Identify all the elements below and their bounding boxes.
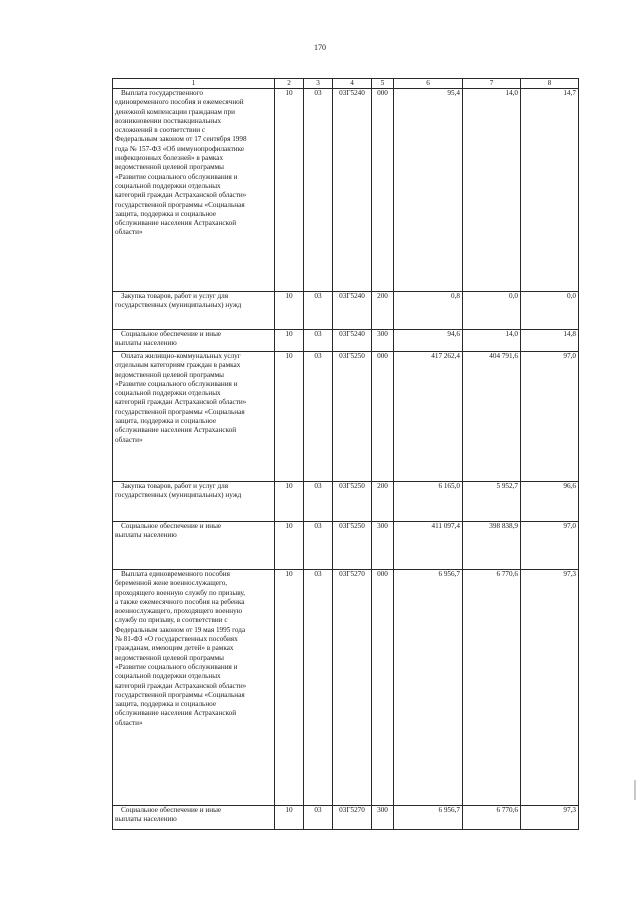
value-col-8: 97,0 [521,522,579,570]
value-col-6: 411 097,4 [394,522,463,570]
value-col-8: 14,8 [521,330,579,352]
target-article-code: 03Г5240 [333,292,372,330]
subsection-code: 03 [304,482,333,522]
header-cell: 6 [394,79,463,89]
subsection-code: 03 [304,570,333,806]
value-col-7: 398 838,9 [463,522,521,570]
subsection-code: 03 [304,330,333,352]
value-col-7: 6 770,6 [463,806,521,830]
section-code: 10 [275,806,304,830]
value-col-6: 417 262,4 [394,352,463,482]
value-col-8: 97,0 [521,352,579,482]
section-code: 10 [275,292,304,330]
subsection-code: 03 [304,89,333,292]
value-col-6: 94,6 [394,330,463,352]
section-code: 10 [275,522,304,570]
section-code: 10 [275,330,304,352]
value-col-6: 6 956,7 [394,570,463,806]
target-article-code: 03Г5250 [333,522,372,570]
row-description: Выплата государственного единовременного пособия и ежемесячной денежной компенсации гражданам при возникновении поствакцинальных осложнений в соответствии с Федеральным законом от 17 сентября 1998 года № 157-ФЗ «Об иммунопрофилактике инфекционных болезней» в рамках ведомственной целевой программы «Развитие социального обслуживания и социальной поддержки отдельных категорий граждан Астраханской области» государственной программы «Социальная защита, поддержка и социальное обслуживание населения Астраханской области» [113,89,275,292]
table-row [113,806,579,830]
row-description: Закупка товаров, работ и услуг для государственных (муниципальных) нужд [113,292,275,330]
target-article-code: 03Г5250 [333,352,372,482]
expense-type-code: 000 [372,89,394,292]
header-cell: 7 [463,79,521,89]
value-col-7: 14,0 [463,89,521,292]
table-row [113,522,579,570]
value-col-7: 6 770,6 [463,570,521,806]
row-description: Социальное обеспечение и иные выплаты населению [113,330,275,352]
expense-type-code: 200 [372,292,394,330]
section-code: 10 [275,570,304,806]
value-col-8: 97,3 [521,570,579,806]
target-article-code: 03Г5270 [333,570,372,806]
value-col-6: 0,8 [394,292,463,330]
expense-type-code: 200 [372,482,394,522]
target-article-code: 03Г5250 [333,482,372,522]
expense-type-code: 300 [372,330,394,352]
value-col-7: 404 791,6 [463,352,521,482]
section-code: 10 [275,482,304,522]
value-col-8: 97,3 [521,806,579,830]
value-col-8: 14,7 [521,89,579,292]
table-row [113,482,579,522]
subsection-code: 03 [304,292,333,330]
value-col-8: 96,6 [521,482,579,522]
table-header-row [113,79,579,89]
row-description: Социальное обеспечение и иные выплаты населению [113,806,275,830]
row-description: Выплата единовременного пособия беременной жене военнослужащего, проходящего военную службу по призыву, а также ежемесячного пособия на ребенка военнослужащего, проходящего военную службу по призыву, в соответствии с Федеральным законом от 19 мая 1995 года № 81-ФЗ «О государственных пособиях гражданам, имеющим детей» в рамках ведомственной целевой программы «Развитие социального обслуживания и социальной поддержки отдельных категорий граждан Астраханской области» государственной программы «Социальная защита, поддержка и социальное обслуживание населения Астраханской области» [113,570,275,806]
header-cell: 3 [304,79,333,89]
table-row [113,352,579,482]
expense-type-code: 000 [372,352,394,482]
header-cell: 8 [521,79,579,89]
value-col-6: 6 956,7 [394,806,463,830]
table-row [113,330,579,352]
value-col-7: 0,0 [463,292,521,330]
value-col-7: 5 952,7 [463,482,521,522]
section-code: 10 [275,352,304,482]
page-number: 170 [314,43,326,52]
table-row [113,292,579,330]
subsection-code: 03 [304,522,333,570]
subsection-code: 03 [304,806,333,830]
target-article-code: 03Г5240 [333,89,372,292]
value-col-8: 0,0 [521,292,579,330]
expense-type-code: 300 [372,806,394,830]
value-col-7: 14,0 [463,330,521,352]
value-col-6: 95,4 [394,89,463,292]
row-description: Закупка товаров, работ и услуг для государственных (муниципальных) нужд [113,482,275,522]
header-cell: 5 [372,79,394,89]
header-cell: 2 [275,79,304,89]
header-cell: 1 [113,79,275,89]
section-code: 10 [275,89,304,292]
target-article-code: 03Г5240 [333,330,372,352]
subsection-code: 03 [304,352,333,482]
table-row [113,89,579,292]
scan-edge-mark [634,780,636,800]
table-row [113,570,579,806]
row-description: Социальное обеспечение и иные выплаты населению [113,522,275,570]
expense-type-code: 000 [372,570,394,806]
value-col-6: 6 165,0 [394,482,463,522]
budget-table [112,78,579,830]
target-article-code: 03Г5270 [333,806,372,830]
expense-type-code: 300 [372,522,394,570]
header-cell: 4 [333,79,372,89]
row-description: Оплата жилищно-коммунальных услуг отдельным категориям граждан в рамках ведомственной целевой программы «Развитие социального обслуживания и социальной поддержки отдельных категорий граждан Астраханской области» государственной программы «Социальная защита, поддержка и социальное обслуживание населения Астраханской области» [113,352,275,482]
